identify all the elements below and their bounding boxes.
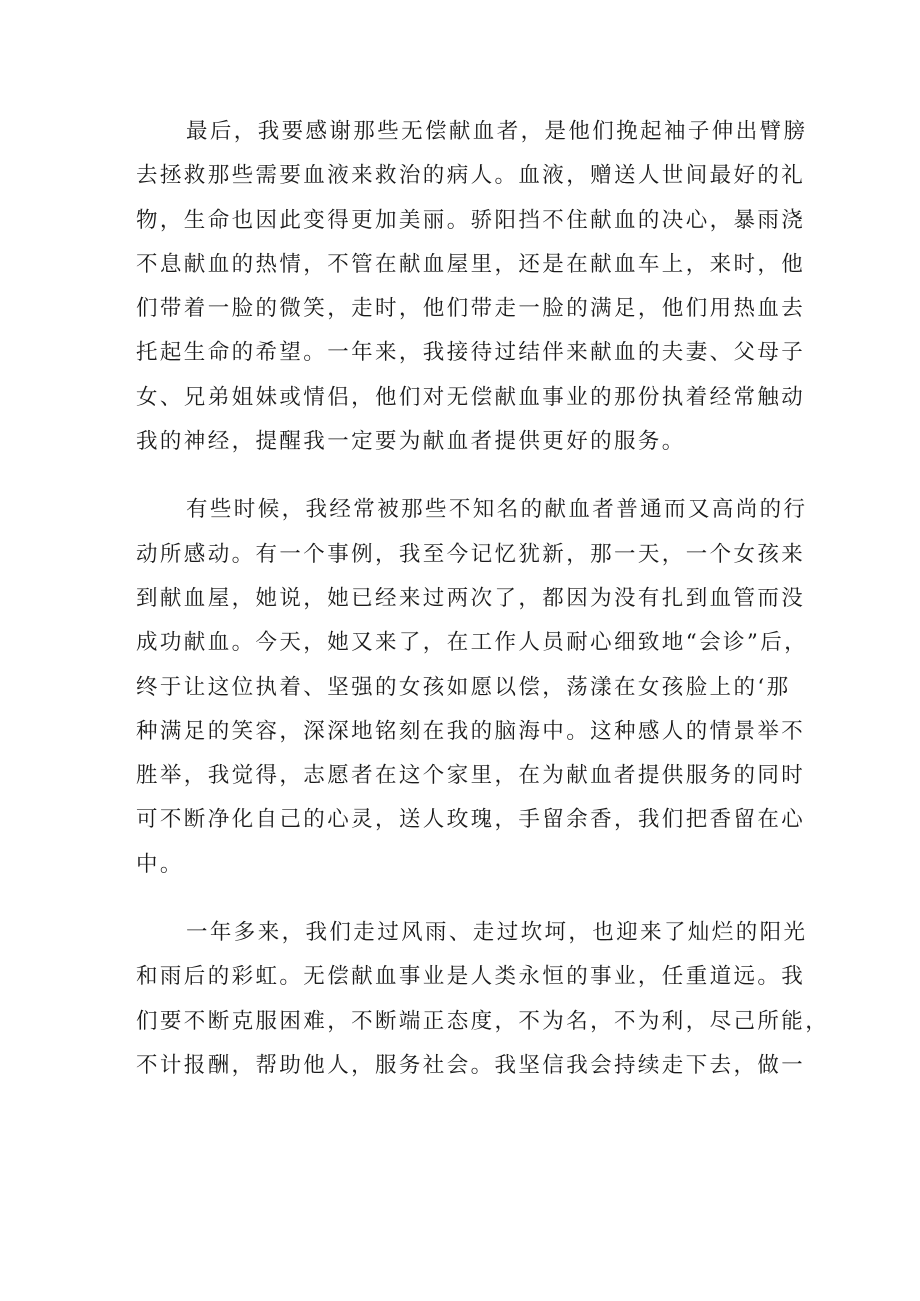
text-line: 和雨后的彩虹。无偿献血事业是人类永恒的事业，任重道远。我 bbox=[136, 964, 806, 990]
text-line: 女、兄弟姐妹或情侣，他们对无偿献血事业的那份执着经常触动 bbox=[136, 384, 806, 410]
document-body bbox=[136, 110, 830, 1112]
text-line: 托起生命的希望。一年来，我接待过结伴来献血的夫妻、父母子 bbox=[136, 340, 806, 366]
text-line: 一年多来，我们走过风雨、走过坎坷，也迎来了灿烂的阳光 bbox=[186, 920, 808, 946]
text-line: 最后，我要感谢那些无偿献血者，是他们挽起袖子伸出臂膀 bbox=[186, 119, 808, 144]
text-line: 成功献血。今天，她又来了，在工作人员耐心细致地“会诊”后， bbox=[136, 630, 809, 656]
text-line: 我的神经，提醒我一定要为献血者提供更好的服务。 bbox=[136, 429, 686, 455]
text-line: 可不断净化自己的心灵，送人玫瑰，手留余香，我们把香留在心 bbox=[136, 807, 806, 833]
text-line: 动所感动。有一个事例，我至今记忆犹新，那一天，一个女孩来 bbox=[136, 541, 806, 567]
paragraph-moved-by-donors bbox=[136, 488, 809, 887]
text-line: 中。 bbox=[136, 851, 184, 877]
text-line: 胜举，我觉得，志愿者在这个家里，在为献血者提供服务的同时 bbox=[136, 763, 806, 789]
paragraph-thanks-donors bbox=[136, 110, 808, 464]
paragraph-year-review bbox=[136, 911, 830, 1088]
text-line: 不息献血的热情，不管在献血屋里，还是在献血车上，来时，他 bbox=[136, 251, 806, 277]
text-line: 去拯救那些需要血液来救治的病人。血液，赠送人世间最好的礼 bbox=[136, 163, 806, 189]
text-line: 终于让这位执着、坚强的女孩如愿以偿，荡漾在女孩脸上的‘那 bbox=[136, 674, 791, 700]
text-line: 到献血屋，她说，她已经来过两次了，都因为没有扎到血管而没 bbox=[136, 585, 806, 611]
text-line: 们带着一脸的微笑，走时，他们带走一脸的满足，他们用热血去 bbox=[136, 296, 806, 322]
text-line: 种满足的笑容，深深地铭刻在我的脑海中。这种感人的情景举不 bbox=[136, 718, 806, 744]
text-line: 物，生命也因此变得更加美丽。骄阳挡不住献血的决心，暴雨浇 bbox=[136, 207, 806, 233]
text-line: 有些时候，我经常被那些不知名的献血者普通而又高尚的行 bbox=[186, 497, 808, 523]
text-line: 们要不断克服困难，不断端正态度，不为名，不为利，尽己所能， bbox=[136, 1008, 830, 1034]
text-line: 不计报酬，帮助他人，服务社会。我坚信我会持续走下去，做一 bbox=[136, 1052, 806, 1078]
